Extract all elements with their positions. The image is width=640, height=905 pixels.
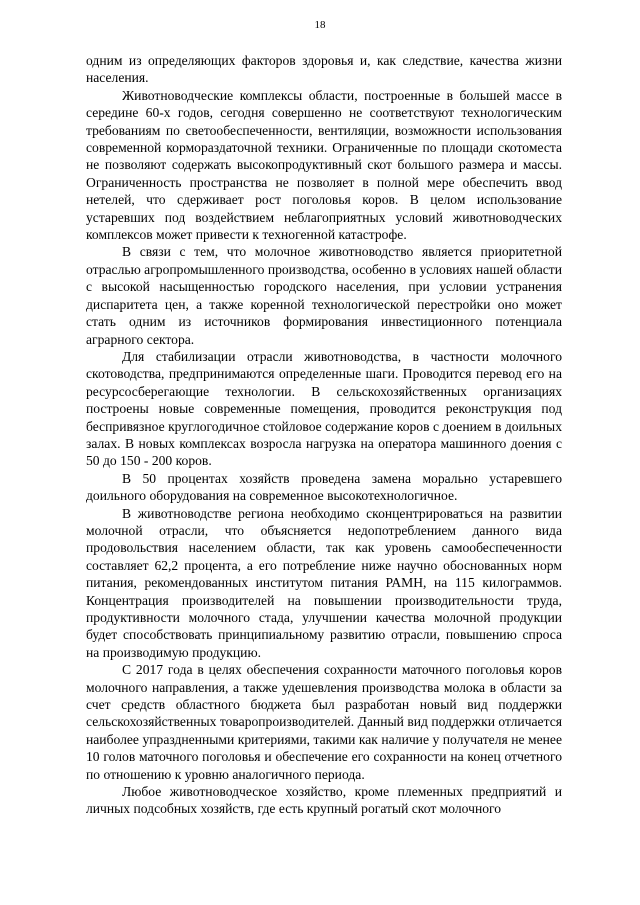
paragraph-dairy-development: В животноводстве региона необходимо сконцентрироваться на развитии молочной отрасли, что объясняется недопотреблением данного вида продовольствия населением области, так как уровень самообеспеченности составляет 62,2 процента, а его потребление ниже научно обоснованных норм питания, рекомендованных институтом питания РАМН, на 115 килограммов. Концентрация производителей на повышении производительности труда, продуктивности молочного стада, улучшении качества молочной продукции будет способствовать принципиальному развитию отрасли, повышению спроса на производимую продукцию. [86, 505, 562, 660]
paragraph-dairy-priority: В связи с тем, что молочное животноводство является приоритетной отраслью агропромышленного производства, особенно в условиях нашей области с высокой насыщенностью городского населения, при условии устранения диспаритета цен, а также коренной технологической перестройки оно может стать одним из источников формирования инвестиционного потенциала аграрного сектора. [86, 244, 562, 347]
document-body [86, 52, 562, 818]
paragraph-equipment-replacement: В 50 процентах хозяйств проведена замена морально устаревшего доильного оборудования на современное высокотехнологичное. [86, 470, 562, 504]
paragraph-continuation: одним из определяющих факторов здоровья и, как следствие, качества жизни населения. [86, 53, 562, 86]
paragraph-livestock-complexes: Животноводческие комплексы области, построенные в большей массе в середине 60-х годов, сегодня совершенно не соответствуют технологическим требованиям по светообеспеченности, вентиляции, возможности использования современной кормораздаточной техники. Ограниченные по площади скотоместа не позволяют содержать высокопродуктивный скот большого размера и массы. Ограниченность пространства не позволяет в полной мере обеспечить ввод нетелей, что сдерживает рост поголовья коров. В целом использование устаревших под воздействием неблагоприятных условий животноводческих комплексов может привести к техногенной катастрофе. [86, 87, 562, 243]
paragraph-support-2017: С 2017 года в целях обеспечения сохранности маточного поголовья коров молочного направления, а также удешевления производства молока в области за счет средств областного бюджета был разработан новый вид поддержки сельскохозяйственных товаропроизводителей. Данный вид поддержки отличается наиболее упраздненными критериями, такими как наличие у получателя не менее 10 голов маточного поголовья и обеспечение его сохранности на конец отчетного по отношению к уровню аналогичного периода. [86, 662, 562, 782]
page-number: 18 [314, 19, 326, 31]
paragraph-stabilization: Для стабилизации отрасли животноводства, в частности молочного скотоводства, предпринимаются определенные шаги. Проводится перевод его на ресурсосберегающие технологии. В сельскохозяйственных организациях построены новые современные помещения, проводится реконструкция под беспривязное круглогодичное стойловое содержание коров с доением в доильных залах. В новых комплексах возросла нагрузка на оператора машинного доения с 50 до 150 - 200 коров. [86, 348, 562, 469]
paragraph-any-farm: Любое животноводческое хозяйство, кроме племенных предприятий и личных подсобных хозяйств, где есть крупный рогатый скот молочного [86, 784, 562, 817]
